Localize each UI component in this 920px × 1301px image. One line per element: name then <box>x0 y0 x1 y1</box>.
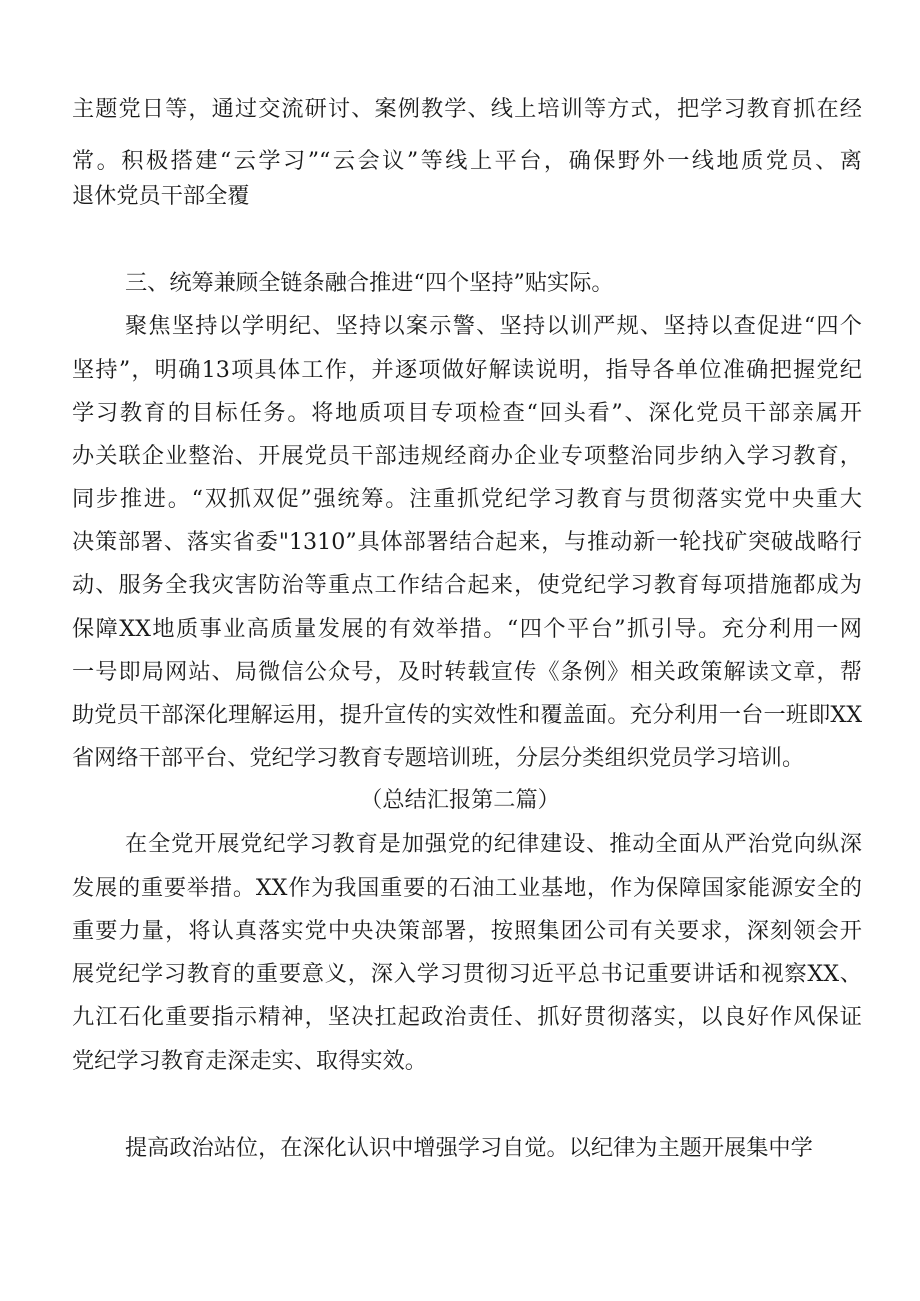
paragraph-line: 主题党日等，通过交流研讨、案例教学、线上培训等方式，把学习教育抓在经 <box>72 96 862 122</box>
paragraph-line: 动、服务全我灾害防治等重点工作结合起来，使党纪学习教育每项措施都成为 <box>72 572 862 598</box>
paragraph-line: 同步推进。“双抓双促”强统筹。注重抓党纪学习教育与贯彻落实党中央重大 <box>72 486 862 512</box>
paragraph-line: 在全党开展党纪学习教育是加强党的纪律建设、推动全面从严治党向纵深 <box>125 831 862 857</box>
paragraph-line: 发展的重要举措。XX作为我国重要的石油工业基地，作为保障国家能源安全的 <box>72 875 862 901</box>
paragraph-line: 展党纪学习教育的重要意义，深入学习贯彻习近平总书记重要讲话和视察XX、 <box>72 961 862 987</box>
paragraph-line: 重要力量，将认真落实党中央决策部署，按照集团公司有关要求，深刻领会开 <box>72 918 862 944</box>
paragraph-line: 助党员干部深化理解运用，提升宣传的实效性和覆盖面。充分利用一台一班即XX <box>72 702 862 728</box>
paragraph-line: 常。积极搭建“云学习”“云会议”等线上平台，确保野外一线地质党员、离 <box>72 148 862 174</box>
paragraph-line: 决策部署、落实省委"1310”具体部署结合起来，与推动新一轮找矿突破战略行 <box>72 529 862 555</box>
paragraph-line: 办关联企业整治、开展党员干部违规经商办企业专项整治同步纳入学习教育， <box>72 443 862 469</box>
paragraph-line: 保障XX地质事业高质量发展的有效举措。“四个平台”抓引导。充分利用一网 <box>72 616 862 642</box>
paragraph-line: 退休党员干部全覆 <box>72 183 250 209</box>
paragraph-line: 九江石化重要指示精神，坚决扛起政治责任、抓好贯彻落实，以良好作风保证 <box>72 1004 862 1030</box>
part-title: （总结汇报第二篇） <box>360 787 560 813</box>
paragraph-line: 党纪学习教育走深走实、取得实效。 <box>72 1048 427 1074</box>
paragraph-line: 一号即局网站、局微信公众号，及时转载宣传《条例》相关政策解读文章，帮 <box>72 659 862 685</box>
section-heading: 三、统筹兼顾全链条融合推进“四个坚持”贴实际。 <box>125 270 614 296</box>
paragraph-line: 学习教育的目标任务。将地质项目专项检查“回头看”、深化党员干部亲属开 <box>72 400 862 426</box>
paragraph-line: 聚焦坚持以学明纪、坚持以案示警、坚持以训严规、坚持以查促进“四个 <box>125 313 862 339</box>
paragraph-line: 坚持”，明确13项具体工作，并逐项做好解读说明，指导各单位准确把握党纪 <box>72 357 862 383</box>
paragraph-line: 提高政治站位，在深化认识中增强学习自觉。以纪律为主题开展集中学 <box>125 1135 813 1161</box>
paragraph-line: 省网络干部平台、党纪学习教育专题培训班，分层分类组织党员学习培训。 <box>72 745 805 771</box>
